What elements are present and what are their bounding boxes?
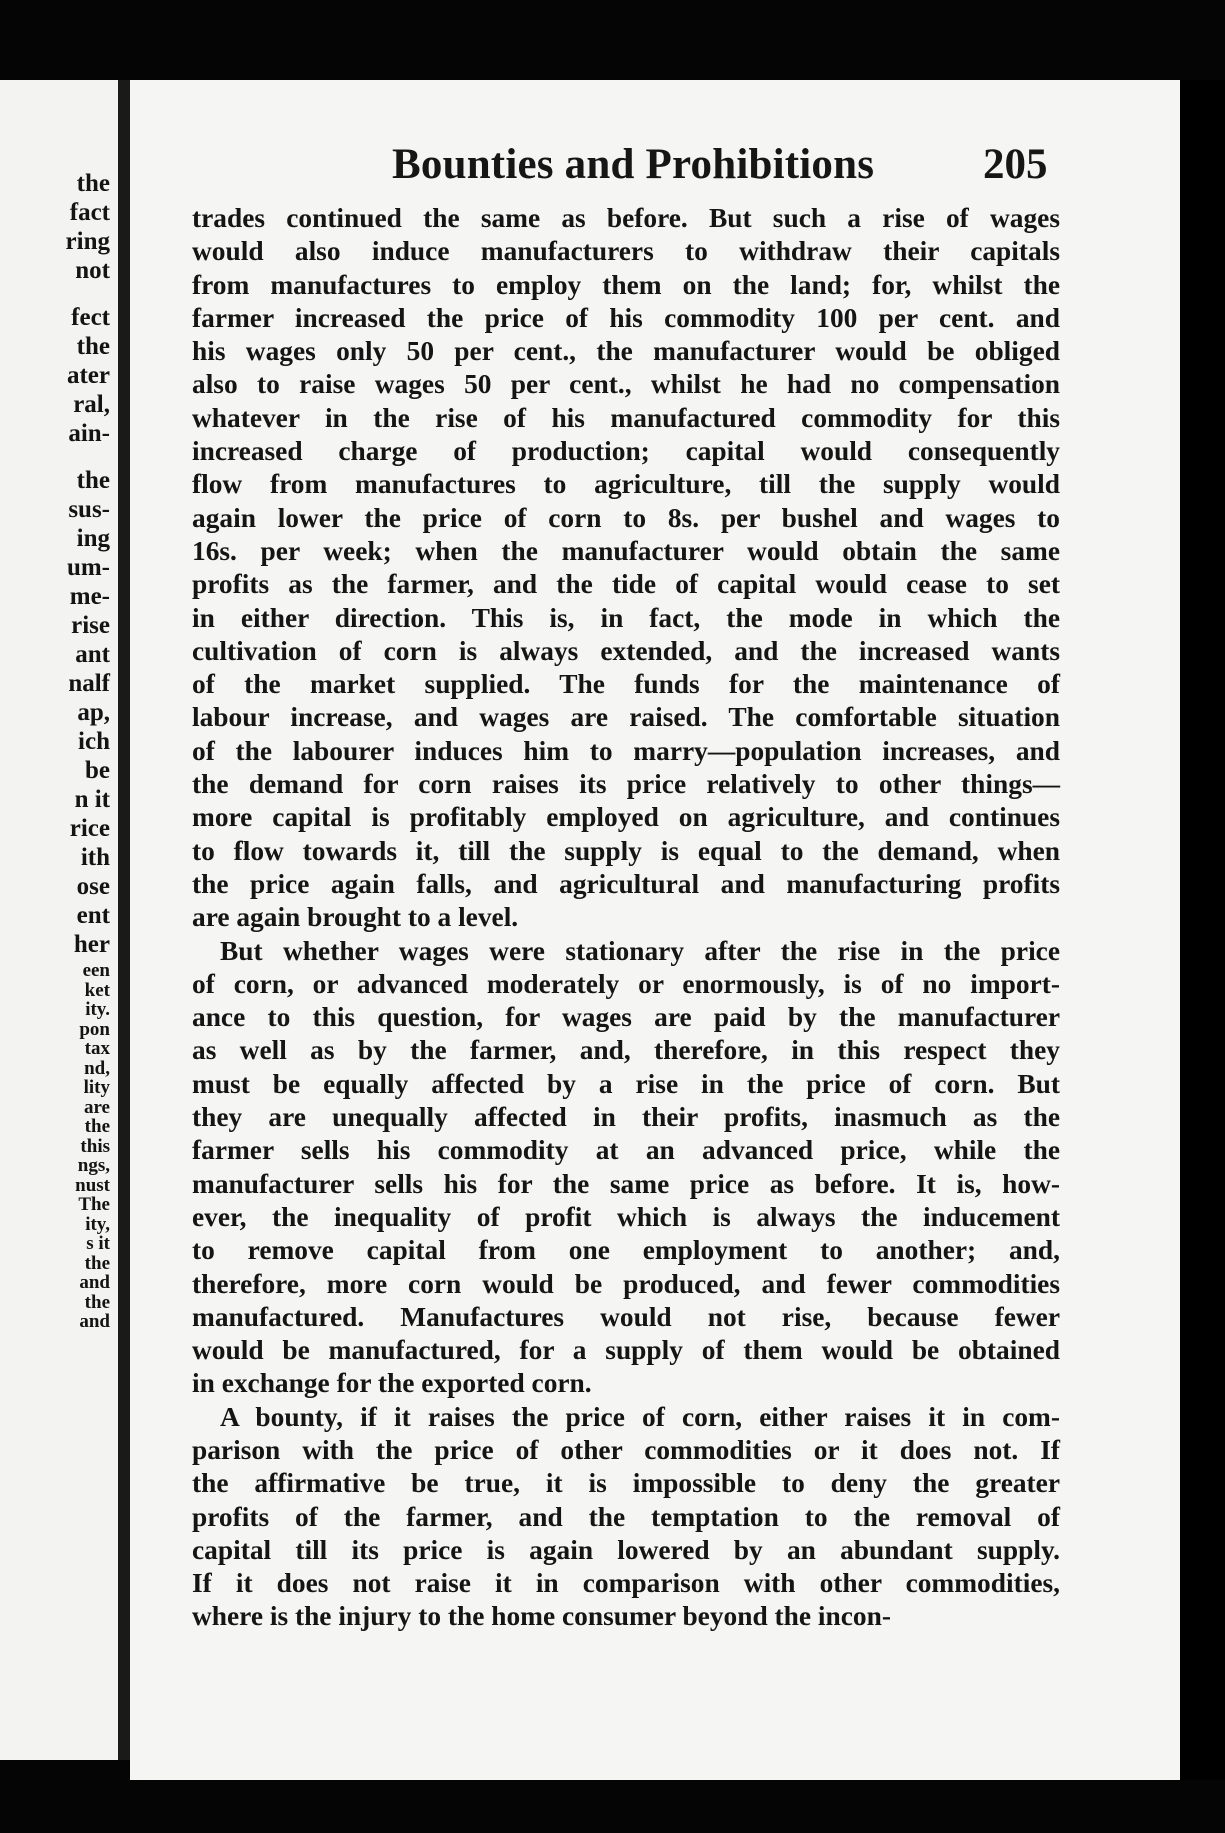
left-page-fragment: ap, bbox=[77, 699, 110, 726]
left-page-fragment: this bbox=[80, 1135, 110, 1157]
text-line: increased charge of production; capital would consequently bbox=[192, 436, 1060, 467]
left-page-fragment: ain- bbox=[68, 420, 110, 447]
text-line: where is the injury to the home consumer beyond the incon- bbox=[192, 1601, 891, 1632]
page-number: 205 bbox=[983, 141, 1048, 188]
left-page-fragment: the bbox=[76, 467, 110, 494]
previous-page-edge bbox=[0, 80, 122, 1760]
left-page-fragment: the bbox=[84, 1291, 110, 1313]
text-line: manufacturer sells his for the same price as before. It is, how- bbox=[192, 1168, 1060, 1199]
left-page-fragment: ent bbox=[76, 902, 110, 929]
left-page-fragment: be bbox=[85, 757, 110, 784]
paragraph bbox=[192, 1401, 1060, 1634]
text-line: they are unequally affected in their profits, inasmuch as the bbox=[192, 1102, 1060, 1133]
left-page-fragment: ich bbox=[78, 728, 110, 755]
page-gutter bbox=[118, 80, 130, 1760]
left-page-fragment: The bbox=[78, 1194, 110, 1215]
text-line: to flow towards it, till the supply is equal to the demand, when bbox=[192, 835, 1060, 866]
left-page-fragment: are bbox=[83, 1096, 110, 1118]
left-page-fragment: her bbox=[73, 931, 110, 958]
text-line: would be manufactured, for a supply of them would be obtained bbox=[192, 1335, 1060, 1366]
left-page-fragment: ring bbox=[65, 228, 110, 255]
text-line: of corn, or advanced moderately or enormously, is of no import- bbox=[192, 968, 1060, 999]
text-line: labour increase, and wages are raised. The comfortable situation bbox=[192, 702, 1060, 733]
left-page-fragment: ant bbox=[75, 641, 110, 668]
text-line: in exchange for the exported corn. bbox=[192, 1368, 592, 1399]
text-line: trades continued the same as before. But such a rise of wages bbox=[192, 203, 1060, 233]
left-page-fragment: and bbox=[79, 1311, 110, 1332]
text-line: But whether wages were stationary after the rise in the price bbox=[220, 935, 1060, 966]
book-page bbox=[130, 80, 1180, 1780]
left-page-fragment: and bbox=[79, 1272, 110, 1293]
paragraph bbox=[192, 935, 1060, 1401]
left-page-fragment: not bbox=[75, 257, 110, 284]
text-line: manufactured. Manufactures would not rise, because fewer bbox=[192, 1301, 1060, 1332]
text-line: in either direction. This is, in fact, the mode in which the bbox=[192, 602, 1060, 633]
text-line: If it does not raise it in comparison with other commodities, bbox=[192, 1568, 1060, 1599]
text-line: also to raise wages 50 per cent., whilst he had no compensation bbox=[192, 369, 1060, 400]
left-page-fragment: ith bbox=[80, 844, 110, 871]
left-page-fragment: pon bbox=[79, 1018, 110, 1040]
text-line: are again brought to a level. bbox=[192, 902, 519, 933]
text-line: cultivation of corn is always extended, and the increased wants bbox=[192, 635, 1060, 666]
text-line: the affirmative be true, it is impossible to deny the greater bbox=[192, 1468, 1060, 1499]
left-page-fragment: tax bbox=[84, 1038, 110, 1059]
text-line: therefore, more corn would be produced, and fewer commodities bbox=[192, 1268, 1060, 1299]
text-line: his wages only 50 per cent., the manufacturer would be obliged bbox=[192, 336, 1060, 367]
text-line: farmer sells his commodity at an advanced price, while the bbox=[192, 1135, 1060, 1166]
text-line: must be equally affected by a rise in the price of corn. But bbox=[192, 1068, 1060, 1099]
left-page-fragment: lity bbox=[83, 1077, 110, 1098]
text-line: to remove capital from one employment to another; and, bbox=[192, 1235, 1060, 1266]
left-page-fragment: the bbox=[84, 1252, 110, 1274]
left-page-fragment: ater bbox=[66, 362, 110, 389]
left-page-fragment: ket bbox=[84, 979, 110, 1001]
left-page-fragment: nust bbox=[75, 1174, 110, 1196]
left-page-fragment: the bbox=[84, 1116, 110, 1137]
text-line: farmer increased the price of his commodity 100 per cent. and bbox=[192, 302, 1060, 333]
running-title: Bounties and Prohibitions bbox=[392, 141, 875, 188]
text-line: ever, the inequality of profit which is always the inducement bbox=[192, 1201, 1060, 1232]
left-page-fragment: ing bbox=[76, 525, 110, 552]
left-page-fragment: fact bbox=[69, 199, 110, 226]
text-line: profits of the farmer, and the temptation to the removal of bbox=[192, 1501, 1060, 1532]
text-line: 16s. per week; when the manufacturer would obtain the same bbox=[192, 535, 1060, 566]
left-page-fragment: ity, bbox=[85, 1213, 110, 1235]
left-page-fragment: fect bbox=[71, 304, 110, 331]
left-page-fragment: ngs, bbox=[77, 1155, 110, 1176]
body-text bbox=[192, 202, 1060, 1634]
text-line: again lower the price of corn to 8s. per bushel and wages to bbox=[192, 502, 1060, 533]
text-line: as well as by the farmer, and, therefore, in this respect they bbox=[192, 1035, 1060, 1066]
scan-border bbox=[1180, 80, 1225, 1780]
paragraph bbox=[192, 202, 1060, 935]
text-line: from manufactures to employ them on the land; for, whilst the bbox=[192, 269, 1060, 300]
text-line: A bounty, if it raises the price of corn, either raises it in com- bbox=[220, 1401, 1060, 1432]
left-page-fragment: me- bbox=[69, 583, 110, 610]
text-line: of the market supplied. The funds for the maintenance of bbox=[192, 669, 1060, 700]
left-page-fragment: n it bbox=[74, 786, 110, 813]
text-line: the price again falls, and agricultural and manufacturing profits bbox=[192, 868, 1060, 899]
text-line: flow from manufactures to agriculture, till the supply would bbox=[192, 469, 1060, 500]
left-page-fragment: ose bbox=[76, 873, 110, 900]
left-page-fragment: ity. bbox=[85, 999, 110, 1020]
text-line: ance to this question, for wages are paid by the manufacturer bbox=[192, 1002, 1060, 1033]
text-line: profits as the farmer, and the tide of capital would cease to set bbox=[192, 569, 1060, 600]
text-line: would also induce manufacturers to withdraw their capitals bbox=[192, 236, 1060, 267]
left-page-fragment: nalf bbox=[68, 670, 110, 697]
left-page-fragment: nd, bbox=[84, 1057, 110, 1079]
left-page-fragment: um- bbox=[66, 554, 110, 581]
left-page-fragment: sus- bbox=[68, 496, 110, 523]
left-page-fragment: the bbox=[76, 170, 110, 197]
left-page-fragment: rise bbox=[71, 612, 110, 639]
text-line: capital till its price is again lowered by an abundant supply. bbox=[192, 1534, 1060, 1565]
text-line: parison with the price of other commodities or it does not. If bbox=[192, 1434, 1060, 1465]
text-line: whatever in the rise of his manufactured commodity for this bbox=[192, 402, 1060, 433]
left-page-fragment: s it bbox=[86, 1233, 110, 1254]
left-page-fragment: the bbox=[76, 333, 110, 360]
page-header bbox=[130, 140, 1180, 200]
left-page-fragment: ral, bbox=[73, 391, 110, 418]
text-line: more capital is profitably employed on agriculture, and continues bbox=[192, 802, 1060, 833]
left-page-fragment: een bbox=[82, 960, 110, 981]
text-line: of the labourer induces him to marry—population increases, and bbox=[192, 735, 1060, 766]
text-line: the demand for corn raises its price relatively to other things— bbox=[192, 769, 1060, 800]
left-page-fragment: rice bbox=[69, 815, 110, 842]
